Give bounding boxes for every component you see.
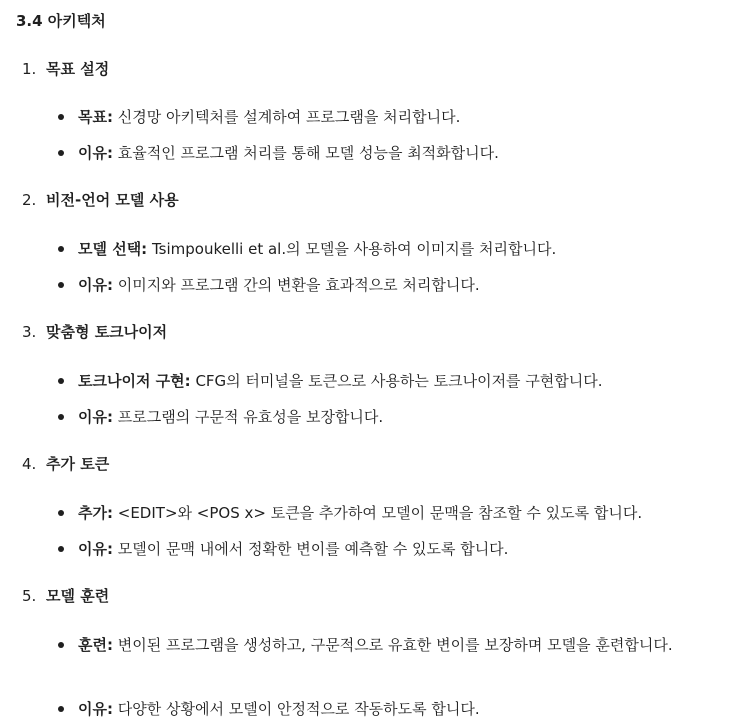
item-label: 토크나이저 구현: bbox=[78, 372, 191, 390]
bullet-icon bbox=[58, 546, 64, 552]
bullet-icon bbox=[58, 150, 64, 156]
section-title-2 bbox=[22, 189, 179, 211]
item-text: 신경망 아키텍처를 설계하여 프로그램을 처리합니다. bbox=[117, 108, 461, 126]
item-text: <EDIT>와 <POS x> 토큰을 추가하여 모델이 문맥을 참조할 수 있도록 합니다. bbox=[117, 504, 643, 522]
item-text: 효율적인 프로그램 처리를 통해 모델 성능을 최적화합니다. bbox=[117, 144, 499, 162]
item-text: 프로그램의 구문적 유효성을 보장합니다. bbox=[117, 408, 384, 426]
section-number: 1. bbox=[22, 60, 37, 78]
bullet-icon bbox=[58, 706, 64, 712]
section-title-5 bbox=[22, 585, 109, 607]
item-label: 이유: bbox=[78, 144, 113, 162]
list-item bbox=[58, 536, 718, 562]
list-item bbox=[58, 104, 718, 130]
list-item bbox=[58, 236, 718, 262]
section-title-4 bbox=[22, 453, 109, 475]
list-item bbox=[58, 404, 718, 430]
list-item bbox=[58, 632, 718, 658]
item-label: 모델 선택: bbox=[78, 240, 148, 258]
list-item bbox=[58, 140, 718, 166]
item-text: 모델이 문맥 내에서 정확한 변이를 예측할 수 있도록 합니다. bbox=[117, 540, 509, 558]
item-label: 이유: bbox=[78, 408, 113, 426]
bullet-icon bbox=[58, 642, 64, 648]
item-label: 추가: bbox=[78, 504, 113, 522]
section-title-3 bbox=[22, 321, 167, 343]
list-item bbox=[58, 500, 718, 526]
item-label: 이유: bbox=[78, 700, 113, 718]
item-text: 다양한 상황에서 모델이 안정적으로 작동하도록 합니다. bbox=[117, 700, 480, 718]
bullet-icon bbox=[58, 114, 64, 120]
section-title-text: 모델 훈련 bbox=[46, 587, 110, 605]
item-text: 변이된 프로그램을 생성하고, 구문적으로 유효한 변이를 보장하며 모델을 훈련합니다. bbox=[117, 636, 673, 654]
item-text: 이미지와 프로그램 간의 변환을 효과적으로 처리합니다. bbox=[117, 276, 480, 294]
item-label: 목표: bbox=[78, 108, 113, 126]
bullet-icon bbox=[58, 414, 64, 420]
section-title-text: 비전-언어 모델 사용 bbox=[46, 191, 179, 209]
section-number: 2. bbox=[22, 191, 37, 209]
bullet-icon bbox=[58, 378, 64, 384]
section-heading: 3.4 아키텍처 bbox=[16, 12, 106, 30]
list-item bbox=[58, 272, 718, 298]
section-number: 5. bbox=[22, 587, 37, 605]
section-title-text: 맞춤형 토크나이저 bbox=[46, 323, 168, 341]
item-label: 이유: bbox=[78, 276, 113, 294]
list-item bbox=[58, 696, 718, 722]
bullet-icon bbox=[58, 510, 64, 516]
bullet-icon bbox=[58, 282, 64, 288]
list-item bbox=[58, 368, 718, 394]
section-number: 4. bbox=[22, 455, 37, 473]
section-number: 3. bbox=[22, 323, 37, 341]
bullet-icon bbox=[58, 246, 64, 252]
item-text: CFG의 터미널을 토큰으로 사용하는 토크나이저를 구현합니다. bbox=[195, 372, 603, 390]
item-text: Tsimpoukelli et al.의 모델을 사용하여 이미지를 처리합니다. bbox=[151, 240, 557, 258]
item-label: 이유: bbox=[78, 540, 113, 558]
section-title-1 bbox=[22, 58, 109, 80]
section-title-text: 목표 설정 bbox=[46, 60, 110, 78]
item-label: 훈련: bbox=[78, 636, 113, 654]
section-title-text: 추가 토큰 bbox=[46, 455, 110, 473]
